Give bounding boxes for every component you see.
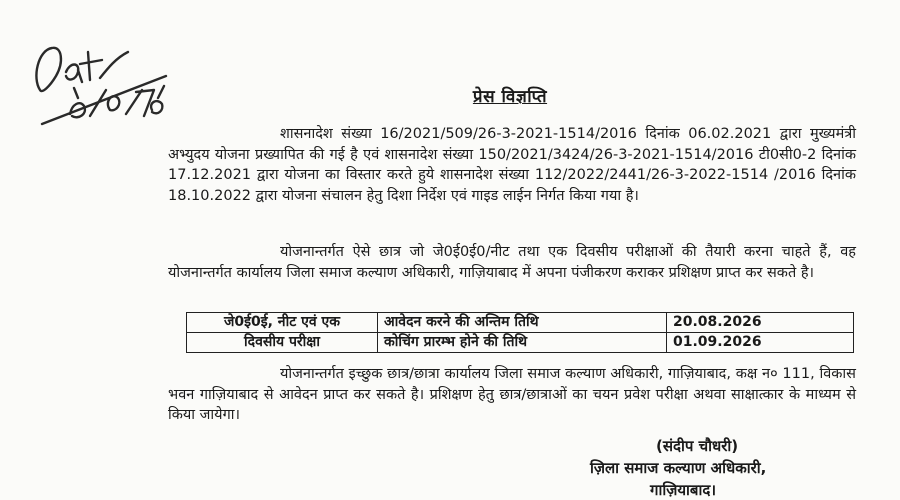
paragraph-government-orders: शासनादेश संख्या 16/2021/509/26-3-2021-1514/2016 दिनांक 06.02.2021 द्वारा मुख्यमंत्री अभ्युदय योजना प्रख्यापित की गई है एवं शासनादेश संख्या 150/2021/3424/26-3-2021-1514/2016 टी0सी0-2 दिनांक 17.12.2021 द्वारा योजना का विस्तार करते हुये शासनादेश संख्या 112/2022/2441/26-3-2022-1514 /2016 दिनांक 18.10.2022 द्वारा योजना संचालन हेतु दिशा निर्देश एवं गाइड लाईन निर्गत किया गया है। xyxy=(168,126,856,204)
paragraph-application-process: योजनान्तर्गत इच्छुक छात्र/छात्रा कार्यालय जिला समाज कल्याण अधिकारी, गाज़ियाबाद, कक्ष न० 111, विकास भवन गाज़ियाबाद से आवेदन प्राप्त कर सकते है। प्रशिक्षण हेतु छात्र/छात्राओं का चयन प्रवेश परीक्षा अथवा साक्षात्कार के माध्यम से किया जायेगा। xyxy=(168,366,856,423)
exam-name-line1: जे0ई0ई, नीट एवं एक xyxy=(187,313,378,333)
signatory-name: (संदीप चौधरी) xyxy=(656,437,739,455)
exam-name-line2: दिवसीय परीक्षा xyxy=(187,333,378,353)
document-title: प्रेस विज्ञप्ति xyxy=(472,87,548,107)
table-row xyxy=(187,333,854,353)
deadline-date: 20.08.2026 xyxy=(667,313,854,333)
coaching-start-label: कोचिंग प्रारम्भ होने की तिथि xyxy=(378,333,667,353)
signatory-place: गाज़ियाबाद। xyxy=(650,481,717,499)
deadline-label: आवेदन करने की अन्तिम तिथि xyxy=(378,313,667,333)
coaching-start-date: 01.09.2026 xyxy=(667,333,854,353)
paragraph-eligibility: योजनान्तर्गत ऐसे छात्र जो जे0ई0ई0/नीट तथा एक दिवसीय परीक्षाओं की तैयारी करना चाहते हैं, वह योजनान्तर्गत कार्यालय जिला समाज कल्याण अधिकारी, गाज़ियाबाद में अपना पंजीकरण कराकर प्रशिक्षण प्राप्त कर सकते है। xyxy=(168,244,856,281)
important-dates-table xyxy=(186,312,854,353)
signatory-designation: ज़िला समाज कल्याण अधिकारी, xyxy=(590,459,767,477)
handwritten-date-annotation xyxy=(18,28,178,128)
table-row xyxy=(187,313,854,333)
